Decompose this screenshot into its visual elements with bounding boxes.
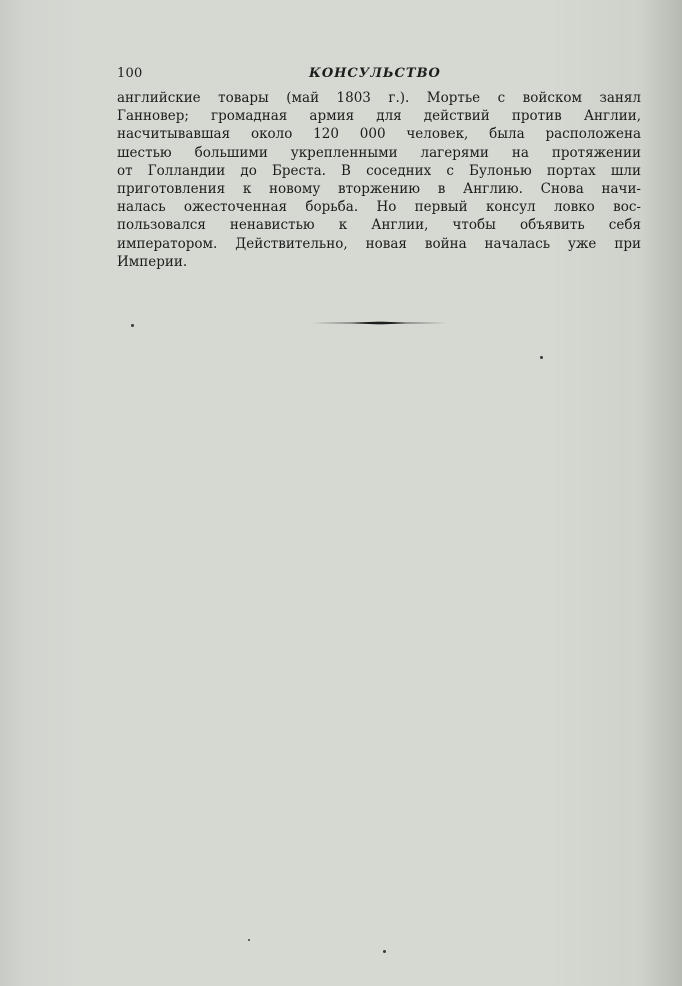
text-line: пользовался ненавистью к Англии, чтобы объявить себя: [117, 217, 641, 234]
text-line: Империи.: [117, 253, 188, 270]
text-line: насчитывавшая около 120 000 человек, была расположена: [117, 126, 641, 143]
page-number: 100: [117, 66, 143, 81]
text-line: Ганновер; громадная армия для действий против Англии,: [117, 108, 641, 125]
section-end-rule: [312, 321, 447, 325]
text-line: налась ожесточенная борьба. Но первый консул ловко вос-: [117, 199, 641, 216]
scan-speck: [131, 324, 134, 327]
scan-speck: [383, 950, 386, 953]
body-paragraph: [117, 89, 641, 271]
text-line: приготовления к новому вторжению в Англию. Снова начи-: [117, 181, 641, 198]
running-head: [117, 66, 647, 84]
scan-speck: [248, 939, 250, 941]
text-line: шестью большими укрепленными лагерями на протяжении: [117, 144, 641, 161]
text-line: императором. Действительно, новая война началась уже при: [117, 235, 641, 252]
text-line: от Голландии до Бреста. В соседних с Булонью портах шли: [117, 162, 641, 179]
chapter-title: КОНСУЛЬСТВО: [309, 66, 441, 81]
scan-speck: [540, 356, 543, 359]
text-line: английские товары (май 1803 г.). Мортье с войском занял: [117, 90, 641, 106]
